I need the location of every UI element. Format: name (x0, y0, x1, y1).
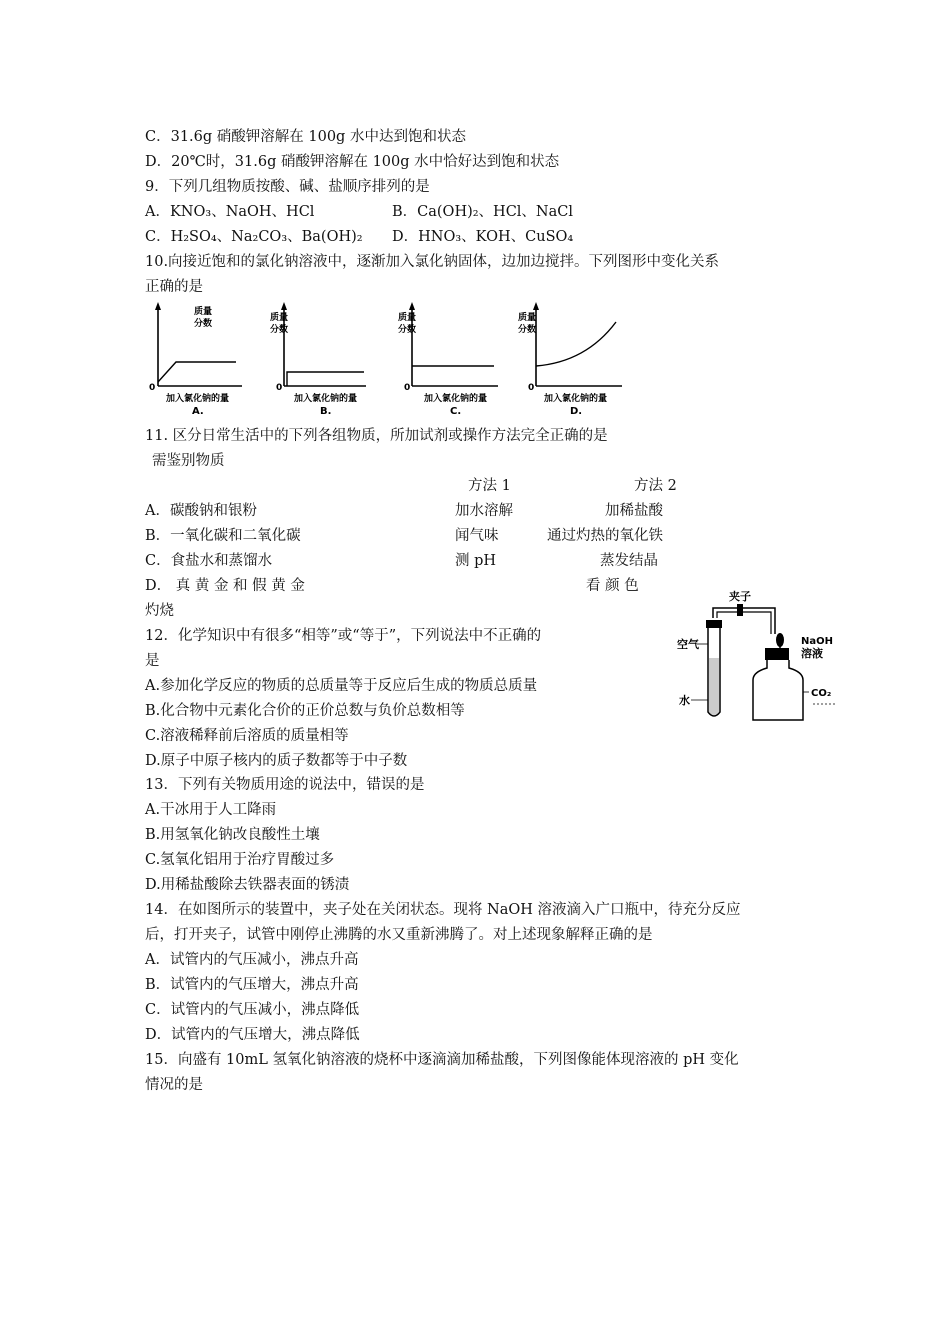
clamp (737, 604, 743, 616)
graph-a-letter: A. (192, 406, 204, 417)
q8-option-d: D．20℃时，31.6g 硝酸钾溶解在 100g 水中恰好达到饱和状态 (145, 154, 560, 170)
graph-b-ylabel-1: 质量 (270, 313, 289, 323)
graph-d-y-arrow (533, 302, 539, 310)
apparatus-figure (677, 588, 842, 732)
q13-option-a: A.干冰用于人工降雨 (145, 802, 277, 818)
graph-d (516, 300, 626, 422)
q11-stem: 11. 区分日常生活中的下列各组物质，所加试剂或操作方法完全正确的是 (145, 428, 608, 444)
q13-stem: 13．下列有关物质用途的说法中，错误的是 (145, 777, 425, 793)
test-tube-water (709, 658, 719, 715)
graph-a-origin: 0 (149, 383, 156, 393)
graph-c-ylabel-2: 分数 (398, 325, 417, 335)
naoh-solution-label: 溶液 (801, 647, 823, 660)
co2-label: CO₂ (811, 688, 832, 699)
graph-c-letter: C. (450, 406, 462, 417)
q11-row-d-wrap: 灼烧 (145, 603, 174, 619)
graph-c-y-arrow (409, 302, 415, 310)
clamp-label: 夹子 (729, 590, 751, 603)
graph-a-curve (158, 362, 236, 382)
q11-header-method1: 方法 1 (468, 478, 511, 494)
graph-a-xlabel: 加入氯化钠的量 (166, 394, 230, 404)
q9-stem: 9．下列几组物质按酸、碱、盐顺序排列的是 (145, 179, 430, 195)
air-label: 空气 (677, 638, 699, 651)
q14-stem-line2: 后，打开夹子，试管中刚停止沸腾的水又重新沸腾了。对上述现象解释正确的是 (145, 927, 653, 943)
q14-option-b: B．试管内的气压增大，沸点升高 (145, 977, 359, 993)
dropper-bulb (776, 633, 784, 647)
q9-option-d: D．HNO₃、KOH、CuSO₄ (392, 229, 574, 245)
q12-option-c: C.溶液稀释前后溶质的质量相等 (145, 728, 349, 744)
graph-b (270, 300, 370, 422)
naoh-label: NaOH (801, 636, 833, 647)
graph-d-origin: 0 (528, 383, 535, 393)
q14-option-d: D．试管内的气压增大，沸点降低 (145, 1027, 360, 1043)
graph-c-xlabel: 加入氯化钠的量 (424, 394, 488, 404)
q11-row-b-item: B．一氧化碳和二氧化碳 (145, 528, 301, 544)
graph-d-ylabel-1: 质量 (518, 313, 537, 323)
q11-row-d-m2: 看 颜 色 (586, 578, 639, 594)
q12-stem-line1: 12．化学知识中有很多“相等”或“等于”，下列说法中不正确的 (145, 628, 542, 644)
q11-header-method2: 方法 2 (634, 478, 677, 494)
q9-option-b: B．Ca(OH)₂、HCl、NaCl (392, 204, 573, 220)
q14-option-c: C．试管内的气压减小，沸点降低 (145, 1002, 360, 1018)
q9-option-c: C．H₂SO₄、Na₂CO₃、Ba(OH)₂ (145, 229, 363, 245)
graph-a (148, 300, 248, 422)
graph-b-ylabel-2: 分数 (270, 325, 289, 335)
q11-row-a-m2: 加稀盐酸 (605, 503, 663, 519)
q11-row-b-m1: 闻气味 (455, 528, 499, 544)
graph-a-ylabel-1: 质量 (194, 307, 213, 317)
q11-row-c-m2: 蒸发结晶 (600, 553, 658, 569)
wide-mouth-jar (753, 660, 803, 720)
graph-d-curve (536, 322, 616, 366)
q11-row-c-m1: 测 pH (455, 553, 497, 569)
q14-stem-line1: 14．在如图所示的装置中，夹子处在关闭状态。现将 NaOH 溶液滴入广口瓶中，待充分反应 (145, 902, 741, 918)
q11-row-c-item: C．食盐水和蒸馏水 (145, 553, 273, 569)
q15-stem-line1: 15．向盛有 10mL 氢氧化钠溶液的烧杯中逐滴滴加稀盐酸，下列图像能体现溶液的 pH 变化 (145, 1052, 739, 1068)
q10-stem-line1: 10.向接近饱和的氯化钠溶液中，逐渐加入氯化钠固体，边加边搅拌。下列图形中变化关系 (145, 254, 720, 270)
q11-row-d-item: D． 真 黄 金 和 假 黄 金 (145, 578, 305, 594)
q8-option-c: C．31.6g 硝酸钾溶解在 100g 水中达到饱和状态 (145, 129, 466, 145)
q9-option-a: A．KNO₃、NaOH、HCl (145, 204, 315, 220)
q13-option-b: B.用氢氧化钠改良酸性土壤 (145, 827, 320, 843)
graph-d-xlabel: 加入氯化钠的量 (544, 394, 608, 404)
graph-a-ylabel-2: 分数 (194, 319, 213, 329)
graph-b-curve (287, 372, 364, 386)
q10-stem-line2: 正确的是 (145, 279, 203, 295)
water-label: 水 (679, 694, 690, 707)
q13-option-c: C.氢氧化铝用于治疗胃酸过多 (145, 852, 335, 868)
graph-c-origin: 0 (404, 383, 411, 393)
q12-stem-line2: 是 (145, 653, 160, 669)
graph-d-letter: D. (570, 406, 583, 417)
q11-header-item: 需鉴别物质 (152, 453, 225, 469)
graph-a-y-arrow (155, 302, 161, 310)
q15-stem-line2: 情况的是 (145, 1077, 203, 1093)
graph-c-ylabel-1: 质量 (398, 313, 417, 323)
q12-option-d: D.原子中原子核内的质子数都等于中子数 (145, 753, 408, 769)
graph-b-y-arrow (281, 302, 287, 310)
graph-b-letter: B. (320, 406, 332, 417)
q13-option-d: D.用稀盐酸除去铁器表面的锈渍 (145, 877, 350, 893)
test-tube-stopper (706, 620, 722, 628)
graph-d-ylabel-2: 分数 (518, 325, 537, 335)
graph-c (398, 300, 503, 422)
q12-option-b: B.化合物中元素化合价的正价总数与负价总数相等 (145, 703, 465, 719)
jar-stopper (765, 648, 789, 660)
graph-b-origin: 0 (276, 383, 283, 393)
q11-row-a-m1: 加水溶解 (455, 503, 513, 519)
q14-option-a: A．试管内的气压减小，沸点升高 (145, 952, 359, 968)
q12-option-a: A.参加化学反应的物质的总质量等于反应后生成的物质总质量 (145, 678, 538, 694)
graph-b-xlabel: 加入氯化钠的量 (294, 394, 358, 404)
q11-row-a-item: A．碳酸钠和银粉 (145, 503, 257, 519)
q11-row-b-m2: 通过灼热的氧化铁 (547, 528, 663, 544)
